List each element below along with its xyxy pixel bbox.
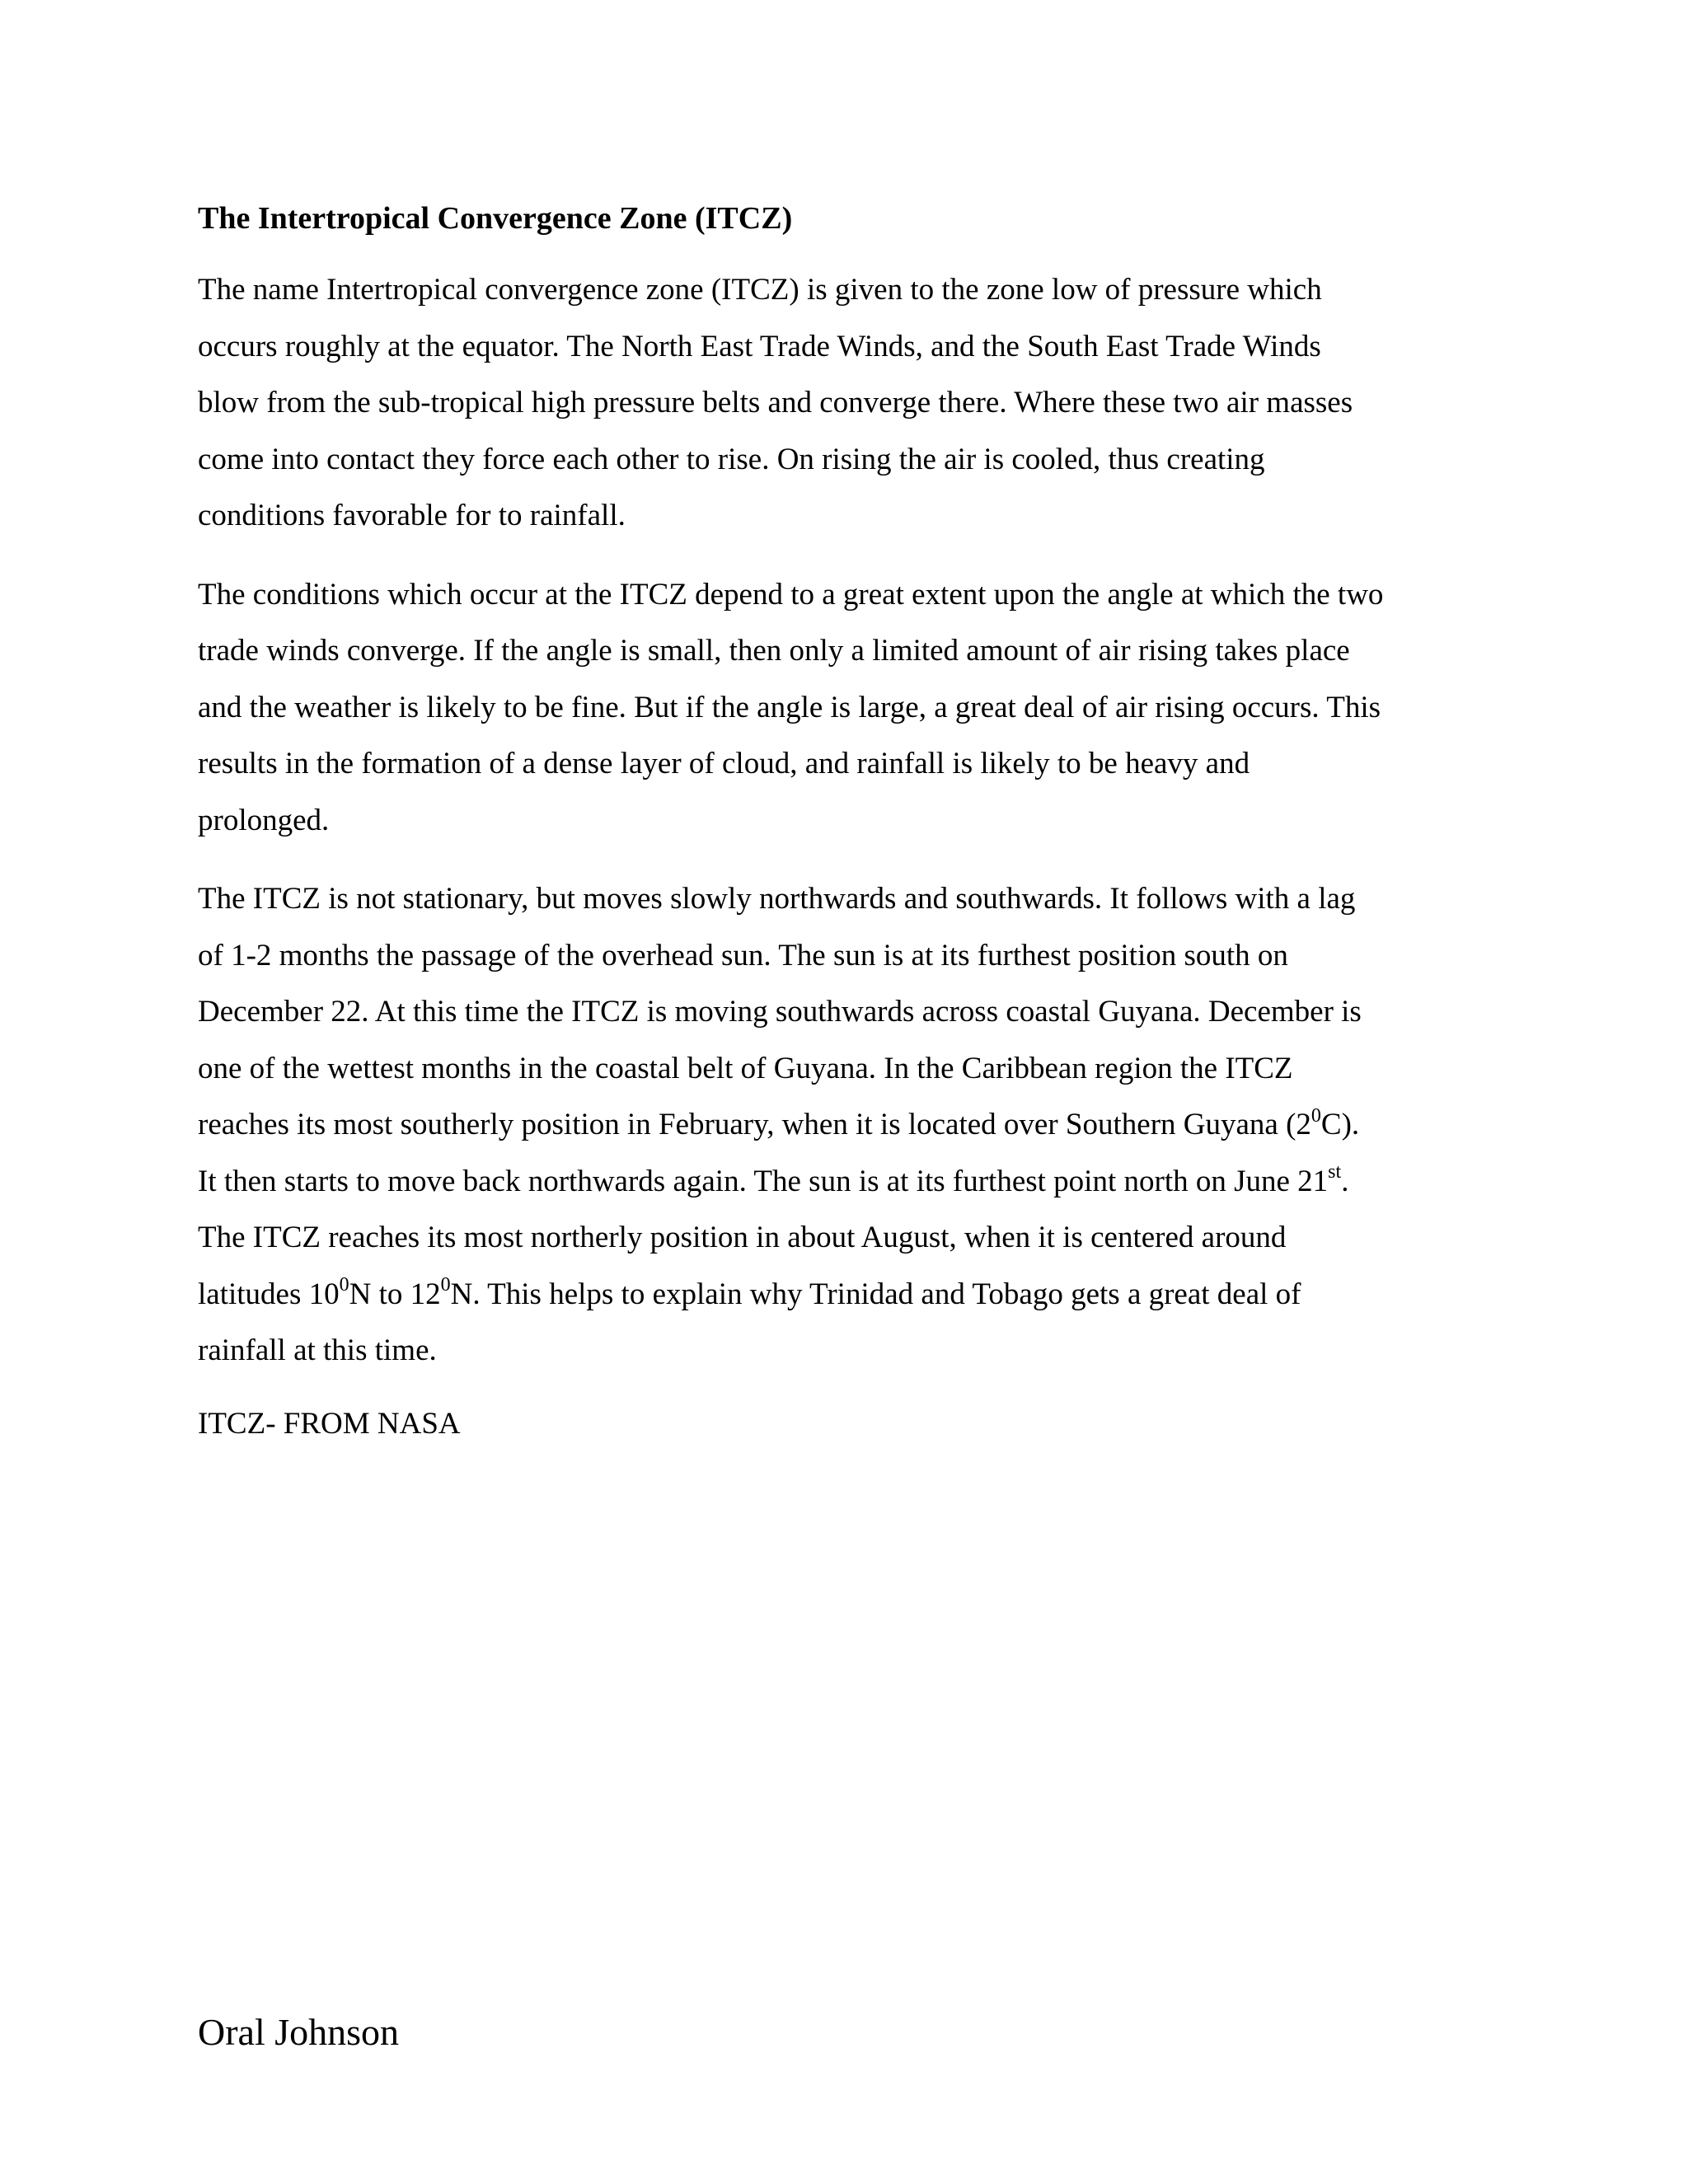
paragraph-line: blow from the sub-tropical high pressure belts and converge there. Where these two air masses — [198, 386, 1353, 419]
paragraph-line: one of the wettest months in the coastal belt of Guyana. In the Caribbean region the ITCZ — [198, 1051, 1293, 1085]
superscript: st — [1328, 1161, 1342, 1183]
paragraph-line: The ITCZ reaches its most northerly position in about August, when it is centered around — [198, 1221, 1287, 1254]
paragraph-line: and the weather is likely to be fine. But if the angle is large, a great deal of air rising occurs. This — [198, 690, 1381, 724]
superscript: 0 — [339, 1274, 349, 1296]
paragraph-line: The name Intertropical convergence zone (ITCZ) is given to the zone low of pressure which — [198, 273, 1322, 307]
paragraph-line: December 22. At this time the ITCZ is moving southwards across coastal Guyana. December is — [198, 995, 1362, 1029]
paragraph-3 — [198, 871, 1484, 1380]
paragraph-line: The conditions which occur at the ITCZ depend to a great extent upon the angle at which the two — [198, 577, 1384, 612]
text-run: It then starts to move back northwards again. The sun is at its furthest point north on June 21 — [198, 1164, 1329, 1198]
text-run: latitudes 10 — [198, 1277, 340, 1311]
text-run: C). — [1320, 1108, 1360, 1141]
paragraph-line: prolonged. — [198, 803, 330, 837]
paragraph-line: come into contact they force each other to rise. On rising the air is cooled, thus creating — [198, 442, 1265, 476]
document-title: The Intertropical Convergence Zone (ITCZ) — [198, 201, 793, 236]
paragraph-line: rainfall at this time. — [198, 1333, 437, 1367]
source-line: ITCZ- FROM NASA — [198, 1406, 461, 1441]
paragraph-line: of 1-2 months the passage of the overhead sun. The sun is at its furthest position south on — [198, 938, 1288, 972]
text-run: N. This helps to explain why Trinidad and Tobago gets a great deal of — [450, 1277, 1301, 1311]
paragraph-2 — [198, 567, 1484, 850]
superscript: 0 — [440, 1274, 451, 1296]
author-signature: Oral Johnson — [198, 2011, 400, 2053]
text-run: N to 12 — [349, 1277, 441, 1311]
paragraph-line — [198, 1097, 1484, 1154]
paragraph-line: trade winds converge. If the angle is small, then only a limited amount of air rising takes place — [198, 634, 1350, 668]
paragraph-1 — [198, 262, 1484, 545]
paragraph-line: results in the formation of a dense layer of cloud, and rainfall is likely to be heavy and — [198, 747, 1250, 780]
paragraph-line — [198, 1267, 1484, 1324]
superscript: 0 — [1311, 1104, 1321, 1127]
paragraph-line: The ITCZ is not stationary, but moves slowly northwards and southwards. It follows with a lag — [198, 882, 1356, 916]
paragraph-line: occurs roughly at the equator. The North East Trade Winds, and the South East Trade Winds — [198, 329, 1321, 363]
text-run: . — [1341, 1164, 1349, 1198]
text-run: reaches its most southerly position in February, when it is located over Southern Guyana (2 — [198, 1108, 1311, 1141]
paragraph-line: conditions favorable for to rainfall. — [198, 499, 626, 532]
document-page — [198, 196, 1484, 1446]
paragraph-line — [198, 1154, 1484, 1211]
